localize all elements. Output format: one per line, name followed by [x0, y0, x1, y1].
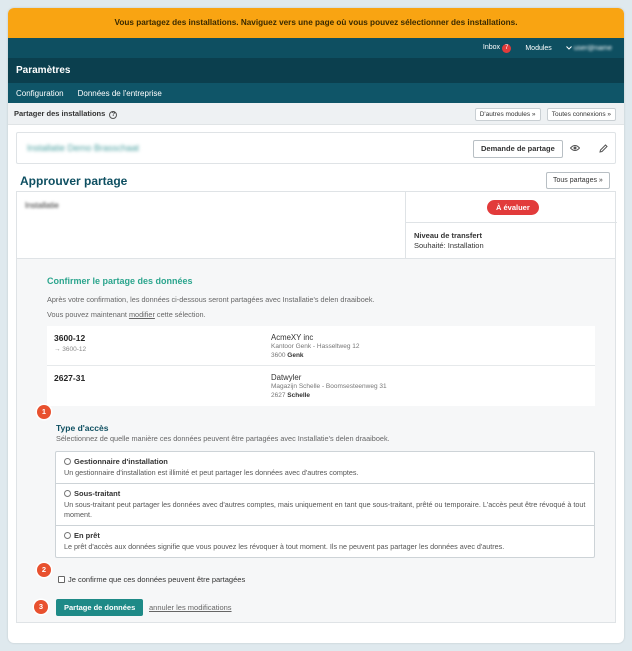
nav-tabs	[8, 83, 624, 103]
table-row	[47, 366, 595, 406]
app-window	[8, 8, 624, 643]
confirm-checkbox[interactable]	[58, 576, 65, 583]
item-city: 3600 Genk	[271, 352, 304, 359]
share-data-button[interactable]: Partage de données	[56, 599, 143, 616]
installation-name: Installatie Demo Brasschaat	[27, 143, 140, 153]
tab-configuration[interactable]: Configuration	[16, 88, 64, 98]
step-marker-2: 2	[37, 563, 51, 577]
confirm-text: Après votre confirmation, les données ci-dessous seront partagées avec Installatie's delen draaiboek.	[47, 295, 375, 304]
item-company: AcmeXY inc	[271, 333, 314, 342]
tab-company-data[interactable]: Données de l'entreprise	[77, 88, 162, 98]
page-title: Paramètres	[8, 58, 624, 83]
option-loan[interactable]: En prêt Le prêt d'accès aux données signifie que vous pouvez les révoquer à tout moment. Ils ne peuvent pas partager les données avec d'autres.	[64, 531, 505, 551]
all-shares-button[interactable]: Tous partages »	[546, 172, 610, 189]
info-banner: Vous partagez des installations. Naviguez vers une page où vous pouvez sélectionner des installations.	[8, 8, 624, 38]
confirm-checkbox-row[interactable]	[58, 575, 245, 584]
radio-button[interactable]	[64, 458, 71, 465]
installation-card	[16, 132, 616, 164]
modules-link[interactable]: Modules	[525, 44, 552, 52]
sub-header-actions	[471, 109, 616, 118]
share-summary	[16, 191, 616, 258]
user-name: user@name	[573, 44, 612, 52]
item-code: 2627-31	[54, 373, 86, 383]
help-icon[interactable]: ?	[109, 111, 117, 119]
item-sub: → 3600-12	[54, 346, 87, 353]
inbox-badge: 7	[502, 44, 511, 53]
chevron-down-icon	[566, 46, 572, 50]
user-menu[interactable]	[566, 45, 612, 52]
option-subcontractor[interactable]: Sous-traitant Un sous-traitant peut partager les données avec d'autres comptes, mais uniquement en tant que sous-traitant, prêté ou temporaire. L'accès peut être révoqué à tout moment.	[56, 484, 594, 526]
confirm-panel	[16, 258, 616, 623]
approve-title: Approuver partage	[20, 174, 128, 188]
item-address: Kantoor Genk - Hasseltweg 12	[271, 343, 360, 350]
sender-cell	[17, 192, 406, 258]
modify-link[interactable]: modifier	[128, 310, 155, 319]
status-badge: À évaluer	[487, 200, 539, 215]
edit-text: Vous pouvez maintenant modifier cette sélection.	[47, 310, 206, 319]
section-label: Partager des installations ?	[14, 109, 117, 119]
confirm-checkbox-label: Je confirme que ces données peuvent être partagées	[68, 575, 246, 584]
all-connections-button[interactable]: Toutes connexions »	[547, 108, 616, 121]
inbox-link[interactable]: Inbox 7	[483, 44, 511, 53]
sub-header	[8, 103, 624, 125]
table-row	[47, 326, 595, 366]
share-request-button[interactable]: Demande de partage	[473, 140, 563, 158]
item-company: Datwyler	[271, 373, 302, 382]
access-options	[55, 451, 595, 558]
other-modules-button[interactable]: D'autres modules »	[475, 108, 541, 121]
step-marker-3: 3	[34, 600, 48, 614]
radio-button[interactable]	[64, 490, 71, 497]
sender-name: Installatie	[25, 201, 59, 210]
divider	[406, 222, 617, 223]
shared-items-table	[47, 326, 595, 406]
item-city: 2627 Schelle	[271, 392, 311, 399]
item-address: Magazijn Schelle - Boomsesteenweg 31	[271, 383, 387, 390]
top-bar	[8, 38, 624, 58]
confirm-title: Confirmer le partage des données	[47, 276, 193, 286]
option-facility-manager[interactable]: Gestionnaire d'installation Un gestionnaire d'installation est illimité et peut partager les données avec d'autres comptes.	[56, 452, 594, 484]
cancel-changes-link[interactable]: annuler les modifications	[149, 603, 232, 612]
eye-icon[interactable]	[570, 144, 580, 152]
transfer-level-value: Souhaité: Installation	[414, 241, 484, 250]
transfer-level-label: Niveau de transfert	[414, 231, 482, 240]
access-type-description: Sélectionnez de quelle manière ces données peuvent être partagées avec Installatie's delen draaiboek.	[56, 434, 390, 443]
pencil-icon[interactable]	[599, 144, 608, 153]
item-code: 3600-12	[54, 333, 86, 343]
radio-button[interactable]	[64, 532, 71, 539]
access-type-title: Type d'accès	[56, 423, 109, 433]
step-marker-1: 1	[37, 405, 51, 419]
